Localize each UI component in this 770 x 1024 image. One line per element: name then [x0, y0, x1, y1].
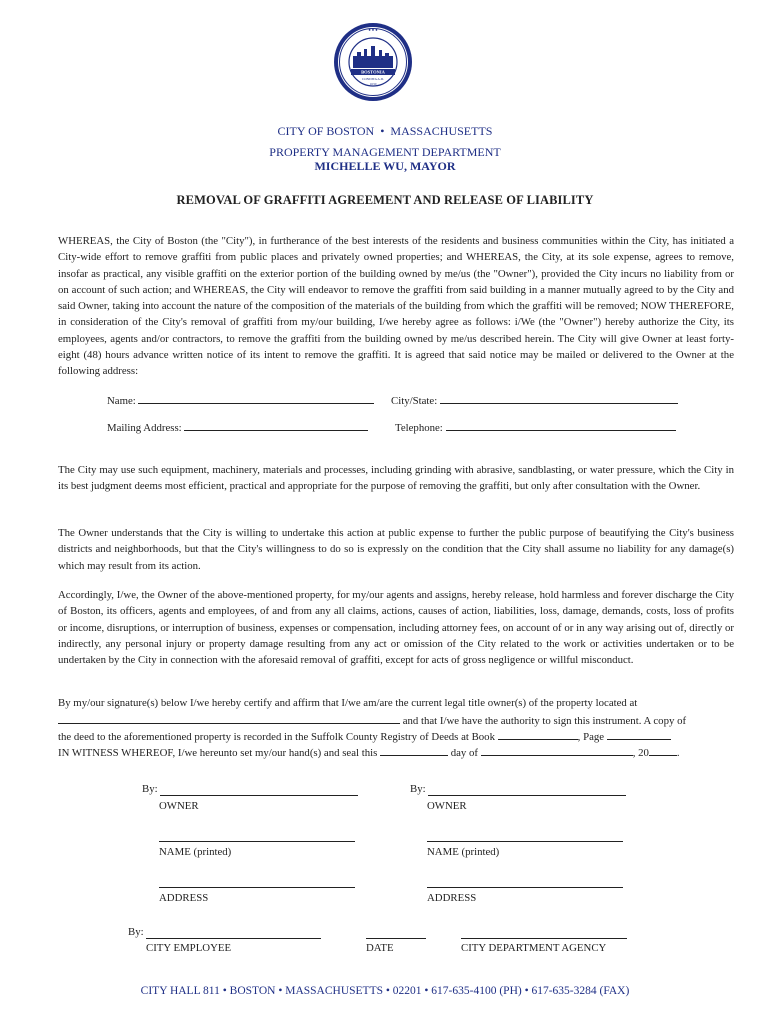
header-state: MASSACHUSETTS: [390, 124, 493, 138]
witness-year-line[interactable]: [649, 745, 677, 756]
svg-text:● ● ●: ● ● ●: [368, 27, 378, 32]
city-employee-by-label: By:: [128, 926, 144, 938]
owner-2-address-label: ADDRESS: [427, 892, 477, 904]
city-state-field[interactable]: [391, 393, 678, 407]
property-location-line[interactable]: [58, 713, 400, 724]
telephone-line[interactable]: [446, 420, 676, 431]
seal-name: BOSTONIA: [361, 69, 385, 75]
owner-2-signature-line[interactable]: [428, 795, 626, 796]
certify-line-2: [58, 713, 686, 727]
paragraph-release: Accordingly, I/we, the Owner of the above-mentioned property, for my/our agents and assigns, hereby release, hold harmless and forever discharge the City of Boston, its officers, agents and employees, of and from any all claims, actions, causes of action, liabilities, loss, damage, demands, costs, loss of profits or income, disruptions, or interruption of business, expenses or compensation, including attorney fees, on account of or in any way arising out of, directly or indirectly, any personal injury or property damage resulting from any act or omission of the City related to the work or activities undertaken or to be undertaken by the City in connection with the aforesaid removal of graffiti, except for acts of gross negligence or willful misconduct.: [58, 589, 734, 667]
telephone-label: Telephone:: [395, 422, 443, 434]
witness-year-prefix: , 20: [632, 747, 649, 759]
header-line-1: [0, 124, 770, 139]
owner-1-signature-line[interactable]: [160, 795, 358, 796]
owner-1-name-line[interactable]: [159, 841, 355, 842]
name-label: Name:: [107, 395, 136, 407]
seal-motto: CONDITA A.D.: [361, 77, 385, 81]
header-mayor: MICHELLE WU, MAYOR: [314, 159, 456, 173]
city-state-label: City/State:: [391, 395, 438, 407]
header-separator: •: [380, 124, 385, 138]
footer-contact: CITY HALL 811 • BOSTON • MASSACHUSETTS • 02201 • 617-635-4100 (PH) • 617-635-3284 (FAX): [140, 985, 630, 997]
witness-text: IN WITNESS WHEREOF, I/we hereunto set my/our hand(s) and seal this: [58, 747, 378, 759]
city-employee-label: CITY EMPLOYEE: [146, 942, 232, 954]
witness-day-of: day of: [450, 747, 478, 759]
witness-day-line[interactable]: [380, 745, 448, 756]
paragraph-whereas: WHEREAS, the City of Boston (the "City"), in furtherance of the best interests of the residents and business communities within the City, has initiated a City-wide effort to remove graffiti from public places and privately owned properties; and WHEREAS, the City, at its sole expense, agrees to remove, insofar as practical, any visible graffiti on the exterior portion of the building owned by me/us (the "Owner"), provided the City incurs no liability from or on account of such action; and WHEREAS, the City will endeavor to remove the graffiti from said building in a manner mutually agreed to by the City and said Owner, taking into account the nature of the composition of the materials of the building from which the graffiti will be removed; NOW THEREFORE, in consideration of the City's removal of graffiti from my/our building, I/we hereby agree as follows: i/We (the "Owner") hereby authorize the City, its employees, agents and/or contractors, to remove the graffiti from the building owned by me/us described herein. The City will give Owner at least forty-eight (48) hours advance written notice of its intent to remove the graffiti. It is agreed that said notice may be mailed or delivered to the Owner at the following address:: [58, 235, 734, 378]
page-label: , Page: [577, 731, 605, 743]
owner-1-by-label: By:: [142, 783, 158, 795]
book-number-line[interactable]: [498, 729, 578, 740]
certify-authority-text: and that I/we have the authority to sign this instrument. A copy of: [402, 715, 687, 727]
certify-line-4: [58, 745, 680, 759]
date-label: DATE: [366, 942, 394, 954]
name-field[interactable]: [107, 393, 374, 407]
owner-1-name-label: NAME (printed): [159, 846, 232, 858]
deed-text: the deed to the aforementioned property is recorded in the Suffolk County Registry of Deeds at Book: [58, 731, 495, 743]
owner-1-address-line[interactable]: [159, 887, 355, 888]
mailing-address-line[interactable]: [184, 420, 368, 431]
city-state-line[interactable]: [440, 393, 678, 404]
date-signature-line[interactable]: [366, 938, 426, 939]
agency-label: CITY DEPARTMENT AGENCY: [461, 942, 607, 954]
paragraph-equipment: The City may use such equipment, machinery, materials and processes, including grinding with abrasive, sandblasting, or water pressure, which the City in its best judgment deems most efficient, practical and appropriate for the purpose of removing the graffiti, but only after consultation with the Owner.: [58, 464, 734, 493]
certify-line-3: [58, 729, 671, 743]
city-employee-signature-line[interactable]: [146, 938, 321, 939]
certify-line-1: By my/our signature(s) below I/we hereby certify and affirm that I/we am/are the current legal title owner(s) of the property located at: [58, 697, 638, 709]
witness-period: .: [676, 747, 680, 759]
owner-1-label: OWNER: [159, 800, 199, 812]
witness-month-line[interactable]: [481, 745, 633, 756]
name-line[interactable]: [138, 393, 374, 404]
city-of-boston-seal: [333, 22, 413, 102]
owner-2-by-label: By:: [410, 783, 426, 795]
owner-2-address-line[interactable]: [427, 887, 623, 888]
owner-2-label: OWNER: [427, 800, 467, 812]
mailing-address-label: Mailing Address:: [107, 422, 182, 434]
paragraph-understands: The Owner understands that the City is willing to undertake this action at public expense to further the public purpose of beautifying the City's business districts and neighborhoods, but that the City's willingness to do so is expressly on the condition that the City shall assume no liability for any damage(s) which may result from its action.: [58, 527, 734, 572]
telephone-field[interactable]: [395, 420, 676, 434]
mailing-address-field[interactable]: [107, 420, 368, 434]
seal-year: 1630: [369, 82, 377, 86]
document-title: REMOVAL OF GRAFFITI AGREEMENT AND RELEASE OF LIABILITY: [176, 193, 594, 207]
agency-signature-line[interactable]: [461, 938, 627, 939]
owner-2-name-label: NAME (printed): [427, 846, 500, 858]
owner-2-name-line[interactable]: [427, 841, 623, 842]
header-city: CITY OF BOSTON: [277, 124, 375, 138]
header-department: PROPERTY MANAGEMENT DEPARTMENT: [269, 145, 501, 159]
owner-1-address-label: ADDRESS: [159, 892, 209, 904]
page-number-line[interactable]: [607, 729, 671, 740]
